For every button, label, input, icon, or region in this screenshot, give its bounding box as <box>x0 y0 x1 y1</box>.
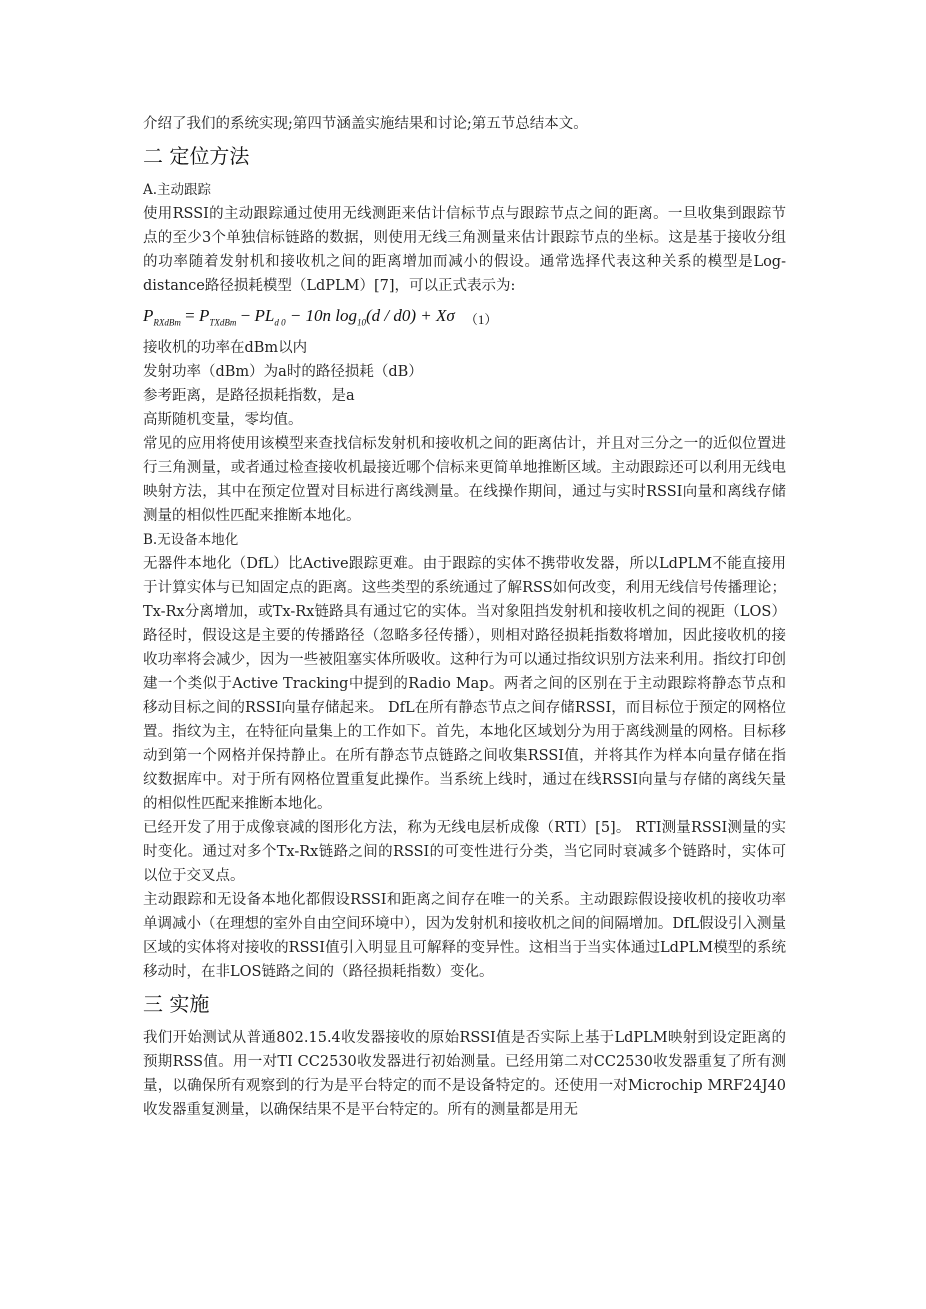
definition-line-3: 参考距离，是路径损耗指数，是a <box>143 388 355 404</box>
equation-path-loss: PL <box>254 306 275 325</box>
paragraph-active-tracking: 使用RSSI的主动跟踪通过使用无线测距来估计信标节点与跟踪节点之间的距离。一旦收集到跟踪节点的至少3个单独信标链路的数据，则使用无线三角测量来估计跟踪节点的坐标。这是基于接收分组的功率随着发射机和接收机之间的距离增加而减小的假设。通常选择代表这种关系的模型是Log-distance路径损耗模型（LdPLM）[7]，可以正式表示为: <box>143 206 786 294</box>
equation-p-tx-subscript: TXdBm <box>209 317 237 328</box>
section-title-positioning-methods: 二 定位方法 <box>143 144 250 168</box>
equation-p-rx-subscript: RXdBm <box>153 317 181 328</box>
equation-log-base: 10 <box>357 317 367 328</box>
equation-minus: − <box>236 306 255 325</box>
section-title-implementation: 三 实施 <box>143 992 210 1016</box>
intro-paragraph-tail: 介绍了我们的系统实现;第四节涵盖实施结果和讨论;第五节总结本文。 <box>143 116 588 132</box>
equation-log-term: − 10n log <box>285 306 358 325</box>
equation-ldplm <box>143 298 786 336</box>
equation-p-rx: P <box>143 306 154 325</box>
equation-p-tx: P <box>198 306 210 325</box>
paragraph-device-free-1: 无器件本地化（DfL）比Active跟踪更难。由于跟踪的实体不携带收发器，所以LdPLM不能直接用于计算实体与已知固定点的距离。这些类型的系统通过了解RSS如何改变，利用无线信号传播理论；Tx-Rx分离增加，或Tx-Rx链路具有通过它的实体。当对象阻挡发射机和接收机之间的视距（LOS）路径时，假设这是主要的传播路径（忽略多径传播），则相对路径损耗指数将增加，因此接收机的接收功率将会减少，因为一些被阻塞实体所吸收。这种行为可以通过指纹识别方法来利用。指纹打印创建一个类似于Active Tracking中提到的Radio Map。两者之间的区别在于主动跟踪将静态节点和移动目标之间的RSSI向量存储起来。 DfL在所有静态节点之间存储RSSI，而目标位于预定的网格位置。指纹为主，在特征向量集上的工作如下。首先，本地化区域划分为用于离线测量的网格。目标移动到第一个网格并保持静止。在所有静态节点链路之间收集RSSI值，并将其作为样本向量存储在指纹数据库中。对于所有网格位置重复此操作。当系统上线时，通过在线RSSI向量与存储的离线矢量的相似性匹配来推断本地化。 <box>143 556 786 812</box>
definition-line-1: 接收机的功率在dBm以内 <box>143 340 308 356</box>
subsection-title-active-tracking: A.主动跟踪 <box>143 182 212 198</box>
definition-line-2: 发射功率（dBm）为a时的路径损耗（dB） <box>143 364 423 380</box>
paragraph-active-tracking-applications: 常见的应用将使用该模型来查找信标发射机和接收机之间的距离估计，并且对三分之一的近似位置进行三角测量，或者通过检查接收机最接近哪个信标来更简单地推断区域。主动跟踪还可以利用无线电映射方法，其中在预定位置对目标进行离线测量。在线操作期间，通过与实时RSSI向量和离线存储测量的相似性匹配来推断本地化。 <box>143 436 786 524</box>
paragraph-device-free-rti: 已经开发了用于成像衰减的图形化方法，称为无线电层析成像（RTI）[5]。 RTI测量RSSI测量的实时变化。通过对多个Tx-Rx链路之间的RSSI的可变性进行分类，当它同时衰减多个链路时，实体可以位于交叉点。 <box>143 820 786 884</box>
equation-equals: = <box>180 306 199 325</box>
equation-number: （1） <box>464 312 498 327</box>
paragraph-device-free-assumptions: 主动跟踪和无设备本地化都假设RSSI和距离之间存在唯一的关系。主动跟踪假设接收机的接收功率单调减小（在理想的室外自由空间环境中），因为发射机和接收机之间的间隔增加。DfL假设引入测量区域的实体将对接收的RSSI值引入明显且可解释的变异性。这相当于当实体通过LdPLM模型的系统移动时，在非LOS链路之间的（路径损耗指数）变化。 <box>143 892 786 980</box>
equation-tail: (d / d0) + Xσ <box>366 306 455 325</box>
subsection-title-device-free: B.无设备本地化 <box>143 532 239 548</box>
paragraph-implementation-1: 我们开始测试从普通802.15.4收发器接收的原始RSSI值是否实际上基于LdPLM映射到设定距离的预期RSS值。用一对TI CC2530收发器进行初始测量。已经用第二对CC2530收发器重复了所有测量，以确保所有观察到的行为是平台特定的而不是设备特定的。还使用一对Microchip MRF24J40收发器重复测量，以确保结果不是平台特定的。所有的测量都是用无 <box>143 1030 786 1118</box>
equation-path-loss-subscript: d 0 <box>274 317 286 328</box>
document-body <box>143 112 786 1122</box>
definition-line-4: 高斯随机变量，零均值。 <box>143 412 303 428</box>
